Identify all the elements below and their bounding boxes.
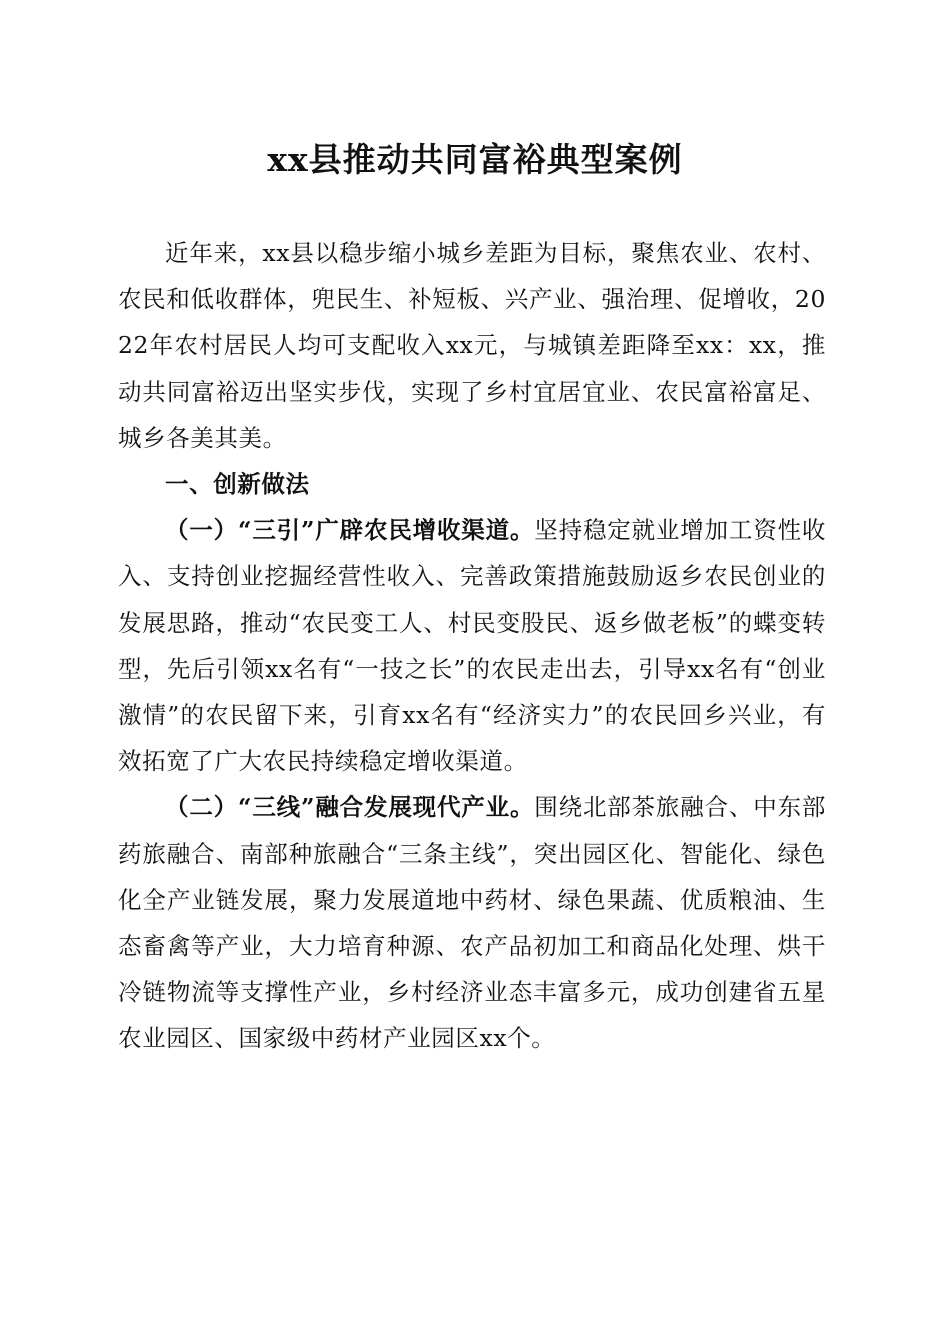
intro-paragraph: 近年来，xx县以稳步缩小城乡差距为目标，聚焦农业、农村、农民和低收群体，兜民生、补短板、兴产业、强治理、促增收，2022年农村居民人均可支配收入xx元，与城镇差距降至xx：xx，推动共同富裕迈出坚实步伐，实现了乡村宜居宜业、农民富裕富足、城乡各美其美。	[118, 239, 826, 452]
item-paragraph-1	[118, 507, 826, 784]
section-heading-innovation: 一、创新做法	[165, 470, 310, 499]
item-paragraph-2	[118, 784, 826, 1061]
item-1-text: 坚持稳定就业增加工资性收入、支持创业挖掘经营性收入、完善政策措施鼓励返乡农民创业的发展思路，推动“农民变工人、村民变股民、返乡做老板”的蝶变转型，先后引领xx名有“一技之长”的农民走出去，引导xx名有“创业激情”的农民留下来，引育xx名有“经济实力”的农民回乡兴业，有效拓宽了广大农民持续稳定增收渠道。	[118, 516, 827, 776]
item-2-text: 围绕北部茶旅融合、中东部药旅融合、南部种旅融合“三条主线”，突出园区化、智能化、绿色化全产业链发展，聚力发展道地中药材、绿色果蔬、优质粮油、生态畜禽等产业，大力培育种源、农产品初加工和商品化处理、烘干冷链物流等支撑性产业，乡村经济业态丰富多元，成功创建省五星农业园区、国家级中药材产业园区xx个。	[118, 793, 827, 1053]
document-body	[118, 230, 826, 1062]
item-1-lead: （一）“三引”广辟农民增收渠道。	[165, 516, 535, 545]
item-2-lead: （二）“三线”融合发展现代产业。	[165, 793, 535, 822]
document-title: xx县推动共同富裕典型案例	[267, 140, 683, 179]
